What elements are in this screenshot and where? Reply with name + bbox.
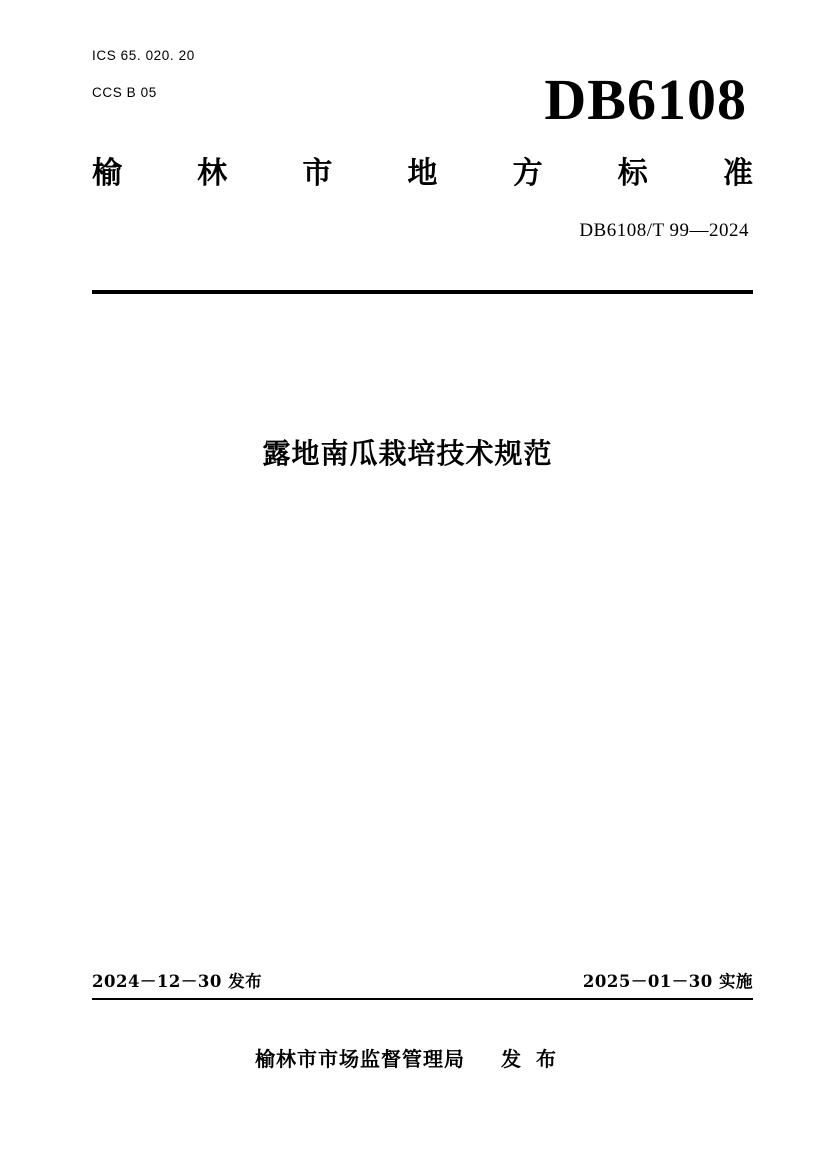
org-title-char-6: 标: [617, 156, 648, 191]
org-title-char-4: 地: [407, 156, 438, 191]
ics-classification: ICS 65. 020. 20: [92, 48, 195, 63]
organization-title: [92, 148, 753, 192]
org-title-char-2: 林: [197, 156, 228, 191]
publisher-line: [0, 1043, 815, 1072]
standard-number: DB6108/T 99—2024: [579, 220, 749, 241]
date-row: [92, 968, 753, 992]
org-title-char-7: 准: [722, 156, 753, 191]
ccs-classification: CCS B 05: [92, 85, 157, 100]
footer-divider: [92, 998, 753, 1000]
publisher-name: 榆林市市场监督管理局: [255, 1047, 466, 1071]
effective-date: 2025－01－30 实施: [582, 972, 753, 991]
issue-date: 2024－12－30 发布: [92, 972, 263, 991]
org-title-char-5: 方: [512, 156, 543, 191]
header-divider: [92, 290, 753, 294]
document-title: 露地南瓜栽培技术规范: [262, 437, 553, 470]
publish-word: 发 布: [501, 1047, 560, 1071]
org-title-char-3: 市: [302, 156, 333, 191]
standard-code-db: DB6108: [544, 67, 747, 132]
org-title-char-1: 榆: [92, 156, 122, 191]
